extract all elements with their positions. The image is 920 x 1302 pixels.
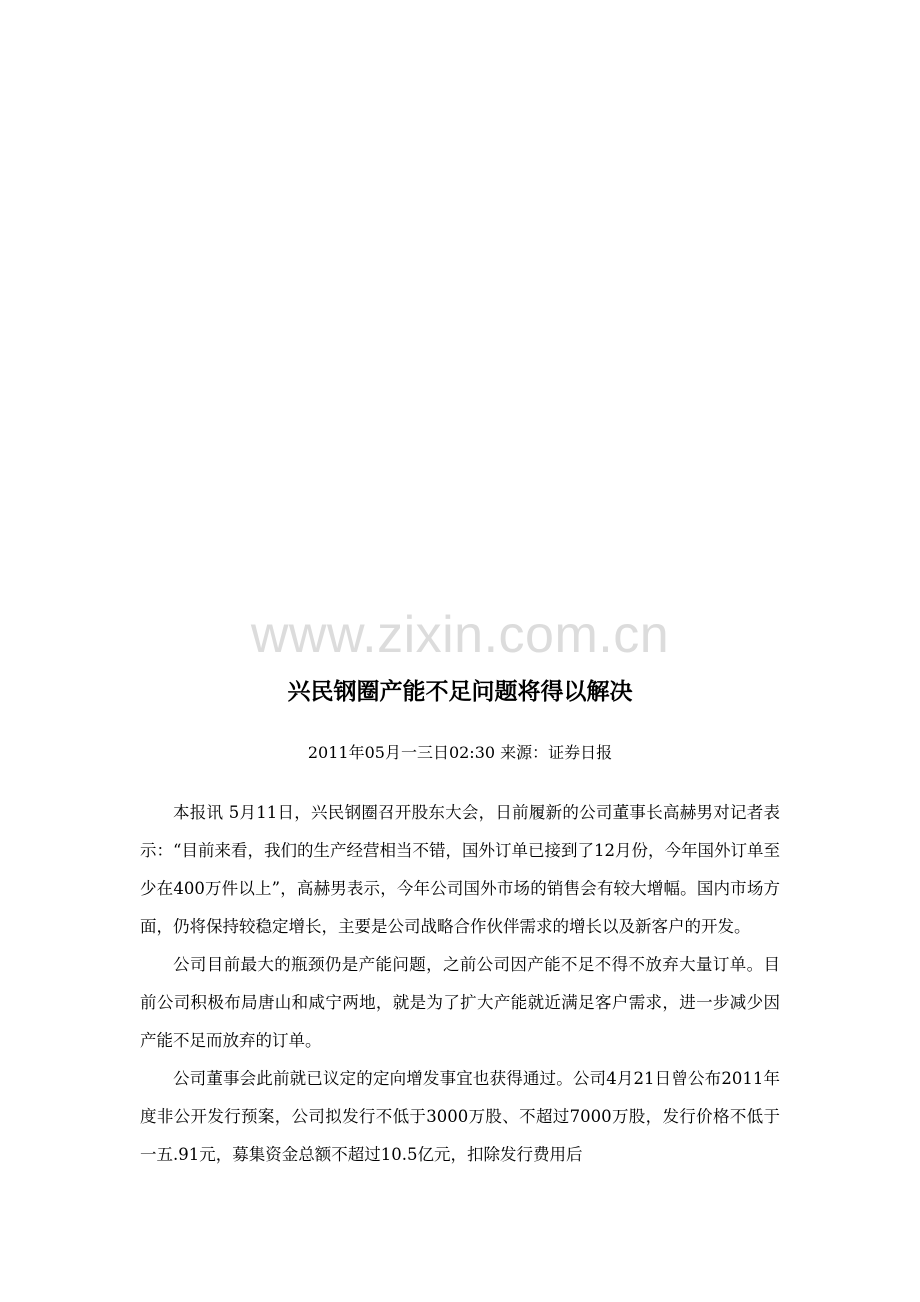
paragraph: 公司董事会此前就已议定的定向增发事宜也获得通过。公司4月21日曾公布2011年度非公开发行预案，公司拟发行不低于3000万股、不超过7000万股，发行价格不低于一五.91元，募集资金总额不超过10.5亿元，扣除发行费用后 <box>140 1069 780 1164</box>
watermark-text: www.zixin.com.cn <box>250 606 670 664</box>
article-body <box>140 794 780 1174</box>
paragraph: 本报讯 5月11日，兴民钢圈召开股东大会，日前履新的公司董事长高赫男对记者表示：“目前来看，我们的生产经营相当不错，国外订单已接到了12月份，今年国外订单至少在400万件以上”，高赫男表示，今年公司国外市场的销售会有较大增幅。国内市场方面，仍将保持较稳定增长，主要是公司战略合作伙伴需求的增长以及新客户的开发。 <box>140 803 780 936</box>
article-title: 兴民钢圈产能不足问题将得以解决 <box>287 679 633 705</box>
article-meta: 2011年05月一三日02:30 来源：证券日报 <box>307 743 613 762</box>
paragraph: 公司目前最大的瓶颈仍是产能问题，之前公司因产能不足不得不放弃大量订单。目前公司积极布局唐山和咸宁两地，就是为了扩大产能就近满足客户需求，进一步减少因产能不足而放弃的订单。 <box>140 955 780 1050</box>
